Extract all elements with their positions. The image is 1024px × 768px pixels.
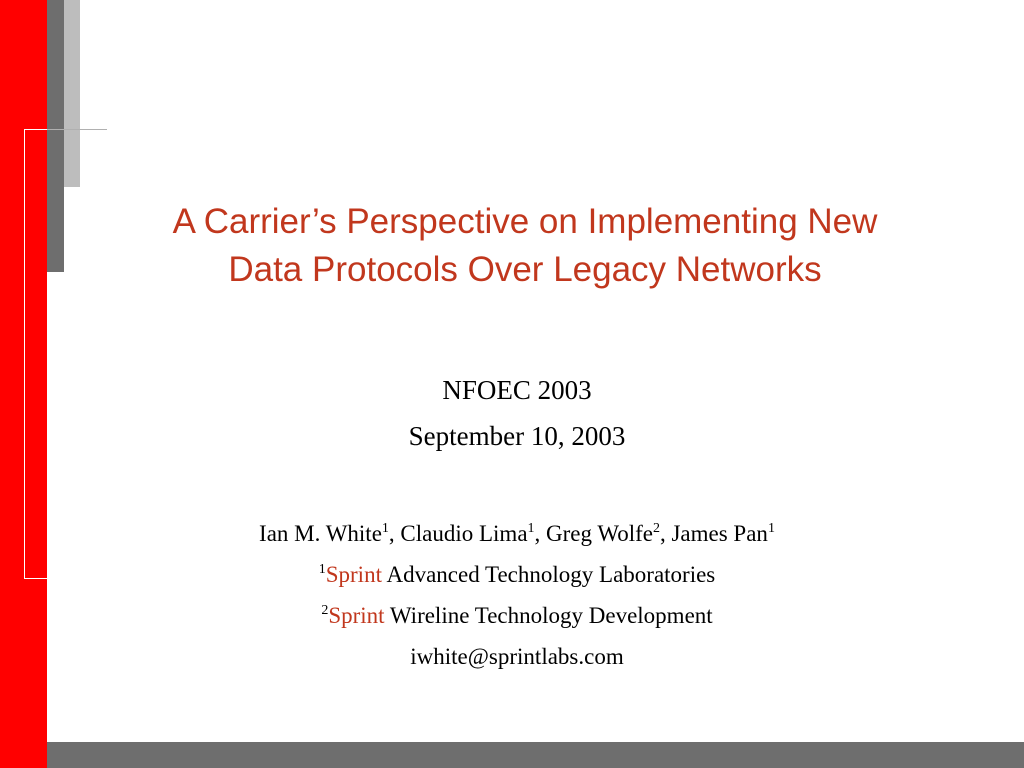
affiliation-unit: Wireline Technology Development: [389, 603, 713, 628]
affiliation-unit: Advanced Technology Laboratories: [386, 562, 716, 587]
light-gray-accent-bar: [64, 0, 80, 187]
author-block: [60, 513, 974, 677]
slide-title: [90, 198, 960, 294]
author-name: James Pan: [671, 521, 768, 546]
author-affiliation-mark: 1: [767, 521, 775, 536]
presentation-date: September 10, 2003: [408, 421, 626, 451]
affiliation-line-2: [60, 595, 974, 636]
author-name: Greg Wolfe: [546, 521, 653, 546]
frame-line-bottom: [24, 578, 47, 579]
author-name: Ian M. White: [259, 521, 382, 546]
author-list: Ian M. White$^1$, Claudio Lima$^1$, Greg Wolfe$^2$, James Pan$^1$: [259, 521, 775, 546]
author-affiliation-mark: 1: [381, 521, 389, 536]
frame-line-top-inner: [47, 129, 107, 130]
company-name: Sprint: [325, 562, 382, 587]
bottom-gray-bar: [47, 742, 1024, 768]
dark-gray-accent-bar: [47, 0, 64, 272]
affiliation-number: 1: [318, 562, 326, 577]
author-affiliation-mark: 2: [652, 521, 660, 536]
event-info: [60, 370, 974, 456]
company-name: Sprint: [328, 603, 385, 628]
title-line-1: A Carrier’s Perspective on Implementing New: [172, 202, 878, 241]
title-line-2: Data Protocols Over Legacy Networks: [228, 250, 822, 289]
conference-name: NFOEC 2003: [442, 375, 592, 405]
author-name: Claudio Lima: [400, 521, 528, 546]
contact-email: iwhite@sprintlabs.com: [410, 644, 624, 669]
affiliation-line-1: [60, 554, 974, 595]
author-affiliation-mark: 1: [527, 521, 535, 536]
frame-line-left: [24, 129, 25, 579]
affiliation-number: 2: [321, 603, 329, 618]
